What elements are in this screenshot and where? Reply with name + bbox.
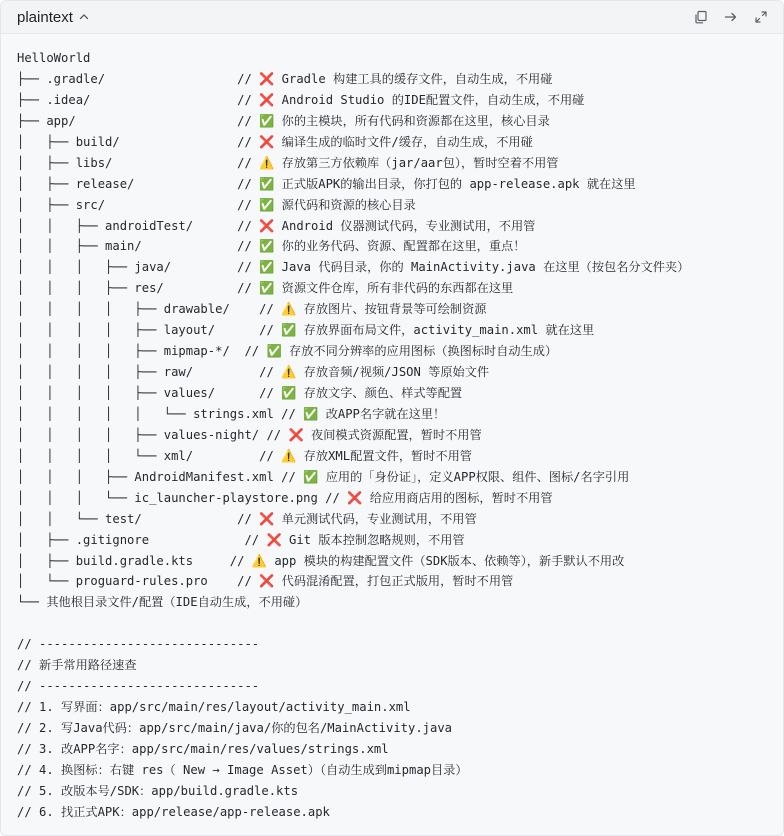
check-icon: ✅ <box>259 239 275 254</box>
code-line: // 5. 改版本号/SDK：app/build.gradle.kts <box>17 783 299 798</box>
code-line: // 6. 找正式APK：app/release/app-release.apk <box>17 804 330 819</box>
code-line: │ ├── release/ // ✅ 正式版APK的输出目录，你打包的 app-release.apk 就在这里 <box>17 176 636 191</box>
code-line: │ │ │ │ ├── mipmap-*/ // ✅ 存放不同分辨率的应用图标（换图标时自动生成） <box>17 344 558 359</box>
code-line: │ ├── src/ // ✅ 源代码和资源的核心目录 <box>17 197 416 212</box>
cross-icon: ❌ <box>259 92 275 107</box>
code-line: │ │ └── test/ // ❌ 单元测试代码，专业测试用，不用管 <box>17 511 477 526</box>
cross-icon: ❌ <box>259 218 275 233</box>
code-line: │ │ │ ├── java/ // ✅ Java 代码目录，你的 MainActivity.java 在这里（按包名分文件夹） <box>17 260 690 275</box>
check-icon: ✅ <box>259 176 275 191</box>
code-line: // ------------------------------ <box>17 679 260 694</box>
code-line: HelloWorld <box>17 51 91 65</box>
check-icon: ✅ <box>281 386 297 400</box>
warning-icon: ⚠️ <box>251 553 267 568</box>
code-line: └── 其他根目录文件/配置（IDE自动生成，不用碰） <box>17 595 308 610</box>
cross-icon: ❌ <box>288 427 304 442</box>
code-line: ├── .idea/ // ❌ Android Studio 的IDE配置文件，自动生成，不用碰 <box>17 92 585 107</box>
code-line: // 4. 换图标：右键 res（ New → Image Asset）（自动生成到mipmap目录） <box>17 762 468 777</box>
copy-icon <box>694 10 708 24</box>
warning-icon: ⚠️ <box>281 365 297 380</box>
code-line: │ │ │ │ ├── raw/ // ⚠️ 存放音频/视频/JSON 等原始文件 <box>17 365 490 380</box>
code-line: // 2. 写Java代码：app/src/main/java/你的包名/MainActivity.java <box>17 721 453 735</box>
code-line: ├── .gradle/ // ❌ Gradle 构建工具的缓存文件，自动生成，不用碰 <box>17 71 553 86</box>
chevron-up-icon <box>78 11 90 23</box>
code-line: │ ├── build/ // ❌ 编译生成的临时文件/缓存，自动生成，不用碰 <box>17 134 533 149</box>
cross-icon: ❌ <box>259 134 275 149</box>
check-icon: ✅ <box>303 406 319 421</box>
cross-icon: ❌ <box>259 511 275 526</box>
copy-button[interactable] <box>693 9 709 25</box>
code-line: │ │ │ │ ├── values-night/ // ❌ 夜间模式资源配置，暂时不用管 <box>17 427 482 442</box>
check-icon: ✅ <box>259 113 275 128</box>
warning-icon: ⚠️ <box>281 302 297 317</box>
code-line: // 新手常用路径速查 <box>17 658 137 673</box>
check-icon: ✅ <box>259 281 275 296</box>
code-block-header <box>1 1 783 34</box>
code-line: │ │ │ │ ├── drawable/ // ⚠️ 存放图片、按钮背景等可绘制资源 <box>17 302 487 317</box>
code-line: │ │ ├── androidTest/ // ❌ Android 仪器测试代码，专业测试用，不用管 <box>17 218 536 233</box>
code-line: │ │ │ │ ├── layout/ // ✅ 存放界面布局文件，activity_main.xml 就在这里 <box>17 323 595 338</box>
code-line: │ └── proguard-rules.pro // ❌ 代码混淆配置，打包正式版用，暂时不用管 <box>17 574 514 589</box>
code-line: │ ├── .gitignore // ❌ Git 版本控制忽略规则，不用管 <box>17 532 465 547</box>
cross-icon: ❌ <box>259 574 275 589</box>
warning-icon: ⚠️ <box>281 448 297 463</box>
code-actions <box>693 9 769 25</box>
cross-icon: ❌ <box>266 532 282 547</box>
cross-icon: ❌ <box>347 490 363 505</box>
code-line: │ │ │ │ │ └── strings.xml // ✅ 改APP名字就在这里！ <box>17 406 446 421</box>
code-line: │ ├── build.gradle.kts // ⚠️ app 模块的构建配置文件（SDK版本、依赖等），新手默认不用改 <box>17 553 625 568</box>
check-icon: ✅ <box>281 323 297 338</box>
code-line: │ │ │ │ ├── values/ // ✅ 存放文字、颜色、样式等配置 <box>17 386 463 400</box>
check-icon: ✅ <box>259 260 275 275</box>
wrap-button[interactable] <box>723 9 739 25</box>
check-icon: ✅ <box>259 197 275 212</box>
cross-icon: ❌ <box>259 71 275 86</box>
expand-button[interactable] <box>753 9 769 25</box>
wrap-icon <box>724 10 739 24</box>
language-toggle[interactable] <box>17 9 90 26</box>
code-line: │ │ │ └── ic_launcher-playstore.png // ❌ 给应用商店用的图标，暂时不用管 <box>17 490 553 505</box>
language-label: plaintext <box>17 8 73 26</box>
check-icon: ✅ <box>266 344 282 359</box>
code-line <box>17 613 783 634</box>
code-line: // 1. 写界面：app/src/main/res/layout/activity_main.xml <box>17 700 411 715</box>
code-line: ├── app/ // ✅ 你的主模块，所有代码和资源都在这里，核心目录 <box>17 113 550 128</box>
check-icon: ✅ <box>303 469 319 484</box>
code-line: │ │ │ │ └── xml/ // ⚠️ 存放XML配置文件，暂时不用管 <box>17 448 472 463</box>
expand-icon <box>754 10 768 24</box>
code-line: │ │ │ ├── res/ // ✅ 资源文件仓库，所有非代码的东西都在这里 <box>17 281 514 296</box>
code-content <box>1 34 783 823</box>
code-line: │ │ ├── main/ // ✅ 你的业务代码、资源、配置都在这里，重点！ <box>17 239 526 254</box>
code-line: │ │ │ ├── AndroidManifest.xml // ✅ 应用的「身份证」，定义APP权限、组件、图标/名字引用 <box>17 469 630 484</box>
code-line: // 3. 改APP名字：app/src/main/res/values/strings.xml <box>17 741 389 756</box>
code-line: │ ├── libs/ // ⚠️ 存放第三方依赖库（jar/aar包），暂时空着不用管 <box>17 155 559 170</box>
warning-icon: ⚠️ <box>259 155 275 170</box>
code-line: // ------------------------------ <box>17 637 260 652</box>
